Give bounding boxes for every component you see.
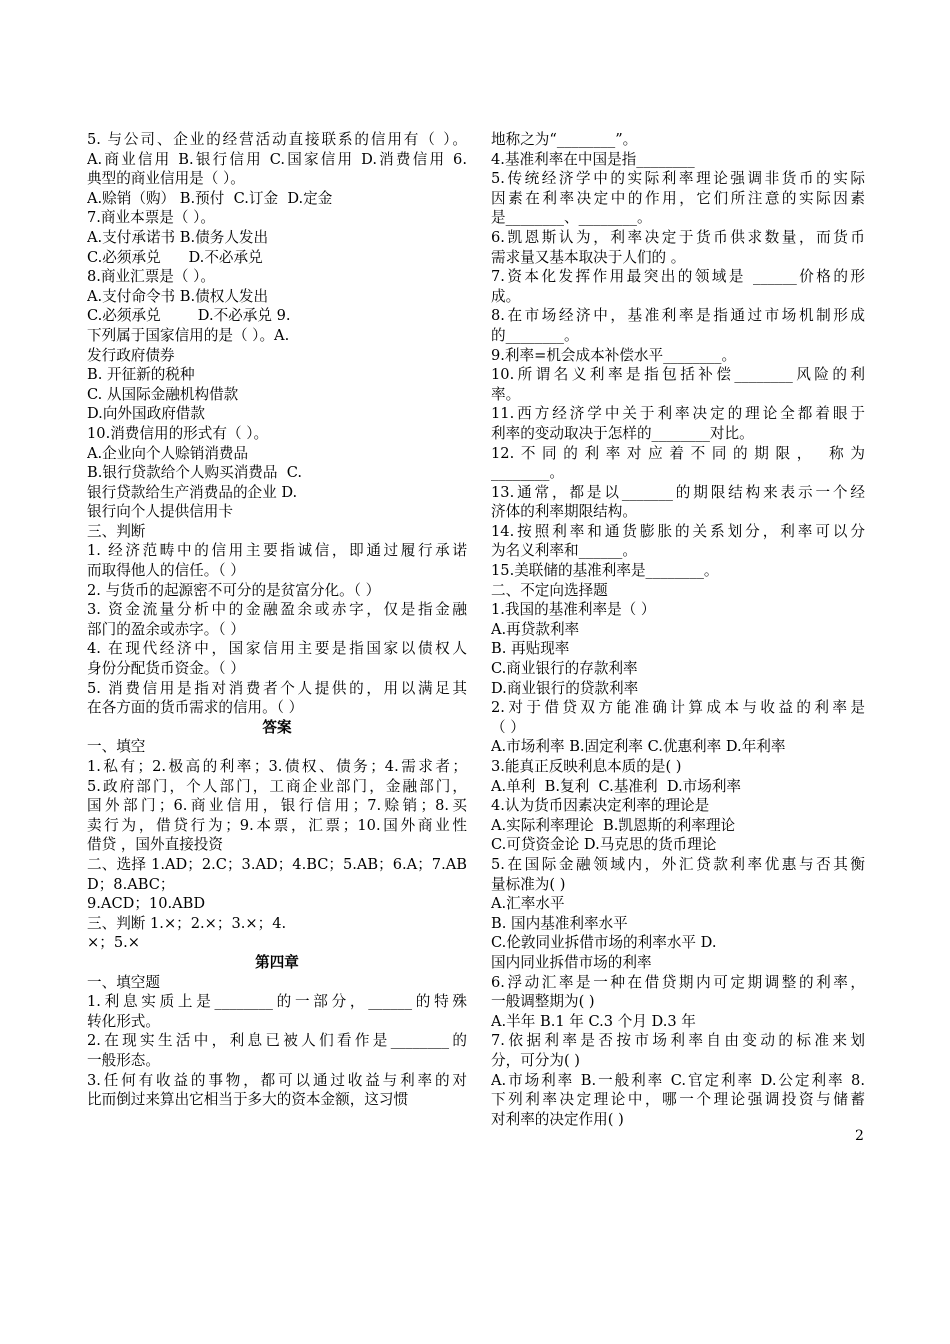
text-line: 10.所谓名义利率是指包括补偿________风险的利: [491, 366, 865, 384]
text-line: D.商业银行的贷款利率: [491, 679, 639, 697]
section-heading: 答案: [262, 718, 292, 736]
text-line: 10.消费信用的形式有（ ）。: [87, 424, 269, 442]
text-line: 典型的商业信用是（ ）。: [87, 170, 245, 188]
text-line: D；8.ABC；: [87, 875, 175, 893]
text-line: 14.按照利率和通货膨胀的关系划分，利率可以分: [491, 522, 865, 540]
text-line: 一般调整期为( ): [491, 993, 595, 1011]
text-line: A.单利 B.复利 C.基准利 D.市场利率: [491, 777, 742, 795]
text-line: B. 再贴现率: [491, 640, 570, 658]
text-line: B. 国内基准利率水平: [491, 914, 628, 932]
right-column: [491, 130, 865, 1129]
text-line: C.商业银行的存款利率: [491, 660, 638, 678]
text-line: 5.政府部门，个人部门，工商企业部门，金融部门，: [87, 777, 467, 795]
text-line: 三、判断 1.×；2.×；3.×；4.: [87, 914, 287, 932]
text-line: 身份分配货币资金。（ ）: [87, 660, 245, 678]
page-number: 2: [855, 1128, 864, 1144]
text-line: 在各方面的货币需求的信用。（ ）: [87, 699, 304, 717]
text-line: 11.西方经济学中关于利率决定的理论全都着眼于: [491, 405, 865, 423]
text-line: 的________。: [491, 326, 579, 344]
text-line: 二、选择 1.AD；2.C；3.AD；4.BC；5.AB；6.A；7.AB: [87, 855, 467, 873]
text-line: 6.浮动汇率是一种在借贷期内可定期调整的利率，: [491, 973, 865, 991]
text-line: ×；5.×: [87, 934, 140, 952]
text-line: A.企业向个人赊销消费品: [87, 444, 249, 462]
text-line: A.支付承诺书 B.债务人发出: [87, 228, 269, 246]
text-line: 13.通常，都是以_______的期限结构来表示一个经: [491, 483, 865, 501]
text-line: 地称之为“________”。: [491, 131, 638, 148]
text-line: 国外部门；6.商业信用，银行信用；7.赊销；8.买: [87, 797, 467, 815]
text-line: 为名义利率和______。: [491, 542, 637, 560]
text-line: 一、填空: [87, 738, 146, 756]
text-line: 成。: [491, 287, 521, 305]
text-line: C.伦敦同业拆借市场的利率水平 D.: [491, 934, 717, 952]
left-column: [87, 130, 467, 1110]
text-line: B. 开征新的税种: [87, 366, 195, 384]
section-heading: 第四章: [255, 953, 299, 971]
text-line: 15.美联储的基准利率是________。: [491, 562, 719, 580]
text-line: （ ）: [491, 718, 525, 736]
text-line: 4. 在现代经济中，国家信用主要是指国家以债权人: [87, 640, 467, 658]
text-line: A.实际利率理论 B.凯恩斯的利率理论: [491, 816, 736, 834]
text-line: A.支付命令书 B.债权人发出: [87, 287, 269, 305]
text-line: 4.认为货币因素决定利率的理论是: [491, 797, 710, 815]
text-line: ________。: [491, 464, 564, 482]
text-line: C. 从国际金融机构借款: [87, 385, 239, 403]
text-line: 对利率的决定作用( ): [491, 1110, 624, 1128]
text-line: 银行向个人提供信用卡: [87, 503, 233, 521]
text-line: 7.资本化发挥作用最突出的领域是 ______价格的形: [491, 268, 865, 286]
text-line: 银行贷款给生产消费品的企业 D.: [87, 483, 298, 501]
text-line: 4.基准利率在中国是指________: [491, 150, 695, 168]
text-line: 1.我国的基准利率是（ ）: [491, 601, 656, 619]
text-line: A.汇率水平: [491, 895, 565, 913]
text-line: 下列利率决定理论中，哪一个理论强调投资与储蓄: [491, 1091, 865, 1109]
text-line: 3. 资金流量分析中的金融盈余或赤字，仅是指金融: [87, 601, 467, 619]
text-line: 三、判断: [87, 522, 146, 540]
text-line: C.必须承兑 D.不必承兑 9.: [87, 307, 291, 325]
text-line: A.再贷款利率: [491, 620, 580, 638]
text-line: 9.利率=机会成本补偿水平________。: [491, 346, 737, 364]
text-line: 因素在利率决定中的作用，它们所注意的实际因素: [491, 189, 865, 207]
text-line: A.半年 B.1 年 C.3 个月 D.3 年: [491, 1012, 696, 1030]
text-line: 2.在现实生活中，利息已被人们看作是________的: [87, 1032, 467, 1050]
text-line: 5. 与公司、企业的经营活动直接联系的信用有（ ）。: [87, 131, 467, 148]
text-line: 利率的变动取决于怎样的________对比。: [491, 424, 754, 442]
text-line: 7.商业本票是（ ）。: [87, 209, 216, 227]
text-line: 5.传统经济学中的实际利率理论强调非货币的实际: [491, 170, 865, 188]
text-line: 部门的盈余或赤字。（ ）: [87, 620, 245, 638]
text-line: 国内同业拆借市场的利率: [491, 953, 652, 971]
text-line: 需求量又基本取决于人们的 。: [491, 248, 686, 266]
text-line: 是________、________。: [491, 209, 652, 227]
text-line: 1.利息实质上是________的一部分，______的特殊: [87, 993, 467, 1011]
text-line: 济体的利率期限结构。: [491, 503, 637, 521]
text-line: 12.不同的利率对应着不同的期限， 称为: [491, 444, 865, 462]
text-line: 1.私有；2.极高的利率；3.债权、债务；4.需求者；: [87, 758, 467, 775]
text-line: D.向外国政府借款: [87, 405, 205, 423]
text-line: 2. 与货币的起源密不可分的是贫富分化。（ ）: [87, 581, 381, 599]
text-line: 借贷 ，国外直接投资: [87, 836, 223, 854]
text-line: C.必须承兑 D.不必承兑: [87, 248, 263, 266]
text-line: 1. 经济范畴中的信用主要指诚信，即通过履行承诺: [87, 542, 467, 560]
text-line: 9.ACD；10.ABD: [87, 895, 206, 913]
text-line: 3.任何有收益的事物，都可以通过收益与利率的对: [87, 1071, 467, 1089]
text-line: 分，可分为( ): [491, 1051, 580, 1069]
text-line: 6.凯恩斯认为，利率决定于货币供求数量，而货币: [491, 228, 865, 246]
text-line: 7.依据利率是否按市场利率自由变动的标准来划: [491, 1032, 865, 1050]
text-line: 8.在市场经济中，基准利率是指通过市场机制形成: [491, 307, 865, 325]
text-line: A.市场利率 B.一般利率 C.官定利率 D.公定利率 8.: [491, 1071, 865, 1089]
text-line: A.赊销（购） B.预付 C.订金 D.定金: [87, 189, 333, 207]
text-line: A.市场利率 B.固定利率 C.优惠利率 D.年利率: [491, 738, 786, 756]
text-line: A.商业信用 B.银行信用 C.国家信用 D.消费信用 6.: [87, 150, 467, 168]
text-line: 发行政府债券: [87, 346, 175, 364]
text-line: 率。: [491, 385, 521, 403]
text-line: 5. 消费信用是指对消费者个人提供的，用以满足其: [87, 679, 467, 697]
text-line: 转化形式。: [87, 1012, 160, 1030]
text-line: 而取得他人的信任。（ ）: [87, 562, 245, 580]
text-line: 二、不定向选择题: [491, 581, 608, 599]
text-line: C.可贷资金论 D.马克思的货币理论: [491, 836, 717, 854]
text-line: 一、填空题: [87, 973, 160, 991]
text-line: 5.在国际金融领域内，外汇贷款利率优惠与否其衡: [491, 855, 865, 873]
text-line: 一般形态。: [87, 1051, 160, 1069]
text-line: B.银行贷款给个人购买消费品 C.: [87, 464, 303, 482]
text-line: 卖行为，借贷行为；9.本票，汇票；10.国外商业性: [87, 816, 467, 834]
text-line: 下列属于国家信用的是（ ）。A.: [87, 326, 290, 344]
text-line: 2.对于借贷双方能准确计算成本与收益的利率是: [491, 699, 865, 717]
text-line: 比而倒过来算出它相当于多大的资本金额，这习惯: [87, 1091, 409, 1109]
text-line: 量标准为( ): [491, 875, 566, 893]
text-line: 3.能真正反映利息本质的是( ): [491, 758, 682, 775]
text-line: 8.商业汇票是（ ）。: [87, 268, 216, 286]
